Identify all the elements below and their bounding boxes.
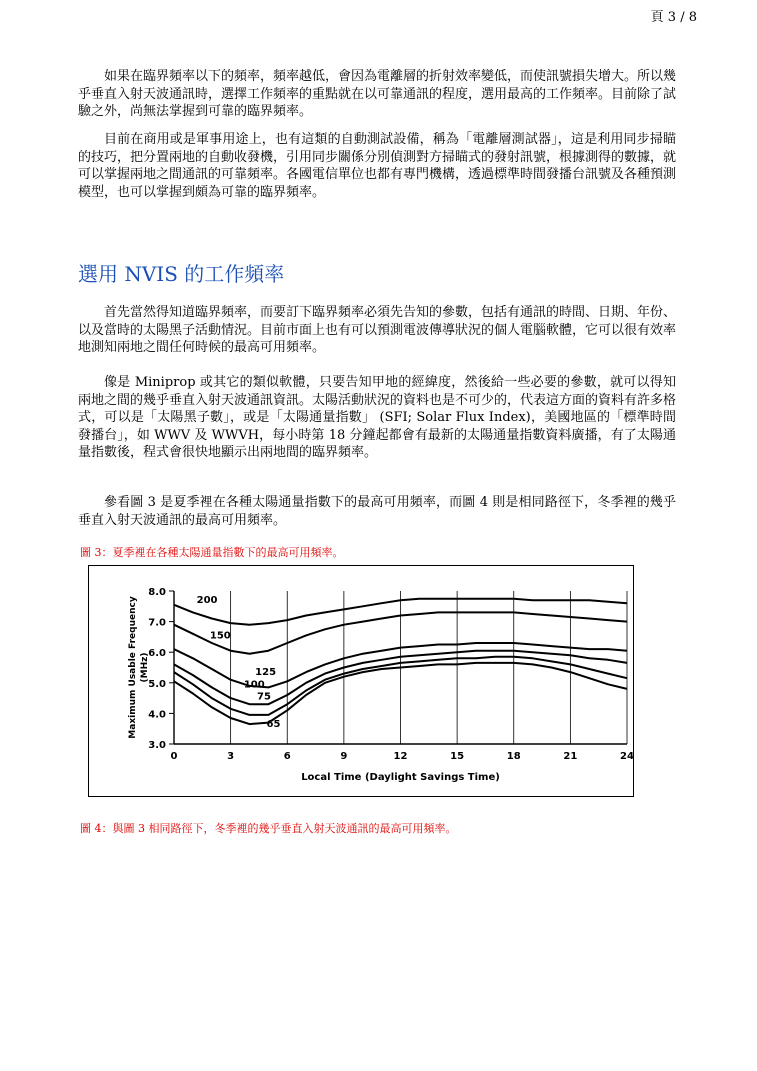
x-tick-label: 24 <box>620 751 634 762</box>
x-axis-label: Local Time (Daylight Savings Time) <box>301 772 500 783</box>
figure-3-caption: 圖 3：夏季裡在各種太陽通量指數下的最高可用頻率。 <box>80 546 344 559</box>
x-tick-label: 18 <box>506 751 521 762</box>
muf-chart <box>89 566 632 795</box>
series-label: 150 <box>209 630 231 642</box>
paragraph-parameters: 首先當然得知道臨界頻率，而要訂下臨界頻率必須先告知的參數，包括有通訊的時間、日期、年份、以及當時的太陽黑子活動情況。目前市面上也有可以預測電波傳導狀況的個人電腦軟體，它可以很有效率地測知兩地之間任何時候的最高可用頻率。 <box>78 305 677 355</box>
series-label: 65 <box>266 719 281 731</box>
y-axis-label: Maximum Usable Frequency <box>128 596 138 739</box>
paragraph-ionosonde: 目前在商用或是軍事用途上，也有這類的自動測試設備，稱為「電離層測試器」，這是利用同步掃瞄的技巧，把分置兩地的自動收發機，引用同步關係分別偵測對方掃瞄式的發射訊號，根據測得的數據，就可以掌握兩地之間通訊的可靠頻率。各國電信單位也都有專門機構，透過標準時間發播台訊號及各種預測模型，也可以掌握到頗為可靠的臨界頻率。 <box>78 132 677 200</box>
paragraph-miniprop: 像是 Miniprop 或其它的類似軟體，只要告知甲地的經緯度，然後給一些必要的參數，就可以得知兩地之間的幾乎垂直入射天波通訊資訊。太陽活動狀況的資料也是不可少的，代表這方面的資料有許多格式，可以是「太陽黑子數」，或是「太陽通量指數」 (SFI; Solar Flux Index)，美國地區的「標準時間發播台」，如 WWV 及 WWVH，每小時第 18 分鐘起都會有最新的太陽通量指數資料廣播，有了太陽通量指數後，程式會很快地顯示出兩地間的臨界頻率。 <box>78 375 677 460</box>
paragraph-critical-frequency: 如果在臨界頻率以下的頻率，頻率越低，會因為電離層的折射效率變低，而使訊號損失增大。所以幾乎垂直入射天波通訊時，選擇工作頻率的重點就在以可靠通訊的程度，選用最高的工作頻率。目前除了試驗之外，尚無法掌握到可靠的臨界頻率。 <box>78 69 677 119</box>
series-label: 100 <box>243 679 265 691</box>
x-tick-label: 3 <box>227 751 235 762</box>
paragraph-figure-reference: 參看圖 3 是夏季裡在各種太陽通量指數下的最高可用頻率，而圖 4 則是相同路徑下，冬季裡的幾乎垂直入射天波通訊的最高可用頻率。 <box>78 495 676 528</box>
y-tick-label: 8.0 <box>148 587 166 598</box>
x-tick-label: 6 <box>283 751 291 762</box>
y-axis-label-unit: (MHz) <box>140 652 150 683</box>
series-label: 200 <box>196 595 218 607</box>
series-label: 125 <box>255 667 277 679</box>
x-tick-label: 15 <box>450 751 465 762</box>
x-tick-label: 0 <box>170 751 178 762</box>
y-tick-label: 7.0 <box>148 617 166 629</box>
y-tick-label: 6.0 <box>148 648 166 660</box>
y-tick-label: 4.0 <box>148 709 166 721</box>
page-number: 頁 3 / 8 <box>650 10 697 25</box>
x-tick-label: 12 <box>393 751 408 762</box>
y-tick-label: 3.0 <box>148 740 166 751</box>
figure-4-caption: 圖 4：與圖 3 相同路徑下，冬季裡的幾乎垂直入射天波通訊的最高可用頻率。 <box>80 822 457 835</box>
x-tick-label: 21 <box>563 751 578 762</box>
section-heading: 選用 NVIS 的工作頻率 <box>78 262 285 286</box>
x-tick-label: 9 <box>340 751 348 762</box>
series-label: 75 <box>257 691 271 703</box>
figure-3-frame <box>88 565 634 797</box>
y-tick-label: 5.0 <box>148 678 166 690</box>
